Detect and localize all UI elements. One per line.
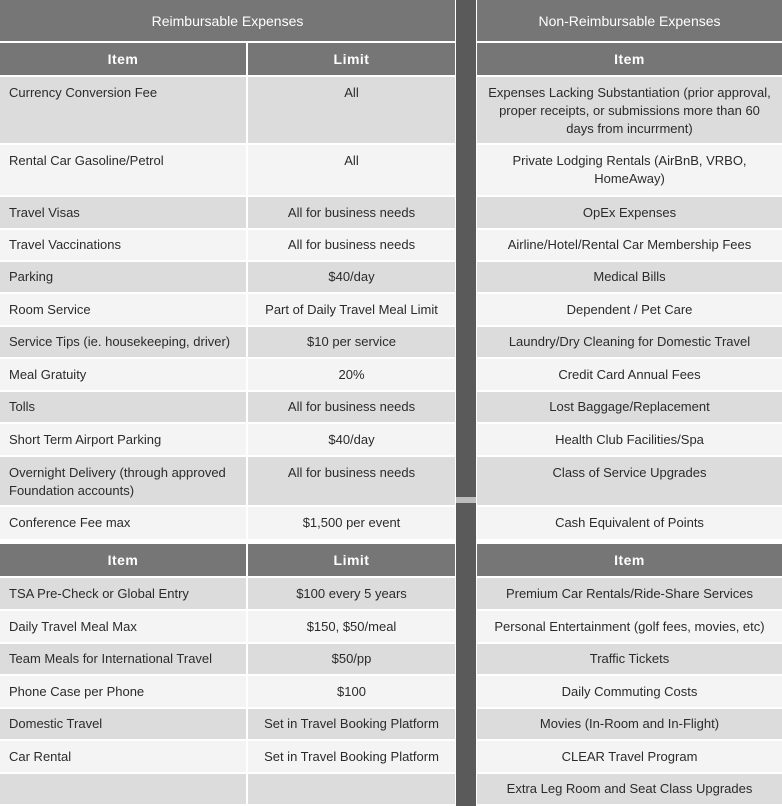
non-reimbursable-cell: Cash Equivalent of Points bbox=[477, 507, 782, 539]
non-reimbursable-cell: Movies (In-Room and In-Flight) bbox=[477, 709, 782, 739]
non-reimbursable-cell: Premium Car Rentals/Ride-Share Services bbox=[477, 578, 782, 609]
non-reimbursable-cell: Dependent / Pet Care bbox=[477, 294, 782, 325]
item-cell: Car Rental bbox=[0, 741, 246, 772]
non-reimbursable-cell: Lost Baggage/Replacement bbox=[477, 392, 782, 422]
column-separator bbox=[456, 0, 476, 806]
limit-cell: Part of Daily Travel Meal Limit bbox=[248, 294, 455, 325]
limit-cell: $40/day bbox=[248, 262, 455, 292]
item-cell bbox=[0, 774, 246, 804]
limit-cell: All for business needs bbox=[248, 392, 455, 422]
non-reimbursable-cell: Airline/Hotel/Rental Car Membership Fees bbox=[477, 230, 782, 260]
limit-cell: $150, $50/meal bbox=[248, 611, 455, 642]
non-item-column-header: Item bbox=[477, 43, 782, 75]
non-reimbursable-cell: Health Club Facilities/Spa bbox=[477, 424, 782, 455]
item-cell: Travel Vaccinations bbox=[0, 230, 246, 260]
non-reimbursable-cell: Private Lodging Rentals (AirBnB, VRBO, HomeAway) bbox=[477, 145, 782, 195]
non-reimbursable-cell: Medical Bills bbox=[477, 262, 782, 292]
item-cell: Tolls bbox=[0, 392, 246, 422]
item-cell: Daily Travel Meal Max bbox=[0, 611, 246, 642]
item-cell: Overnight Delivery (through approved Foundation accounts) bbox=[0, 457, 246, 505]
limit-cell: Set in Travel Booking Platform bbox=[248, 709, 455, 739]
item-cell: Short Term Airport Parking bbox=[0, 424, 246, 455]
non-item-column-header-2: Item bbox=[477, 544, 782, 576]
limit-cell bbox=[248, 774, 455, 804]
item-cell: Phone Case per Phone bbox=[0, 676, 246, 707]
column-separator-accent bbox=[456, 497, 476, 503]
non-reimbursable-cell: Extra Leg Room and Seat Class Upgrades bbox=[477, 774, 782, 804]
limit-column-header: Limit bbox=[248, 43, 455, 75]
non-reimbursable-title: Non-Reimbursable Expenses bbox=[477, 0, 782, 41]
non-reimbursable-cell: Laundry/Dry Cleaning for Domestic Travel bbox=[477, 327, 782, 357]
limit-cell: All for business needs bbox=[248, 457, 455, 505]
item-cell: Service Tips (ie. housekeeping, driver) bbox=[0, 327, 246, 357]
non-reimbursable-cell: Traffic Tickets bbox=[477, 644, 782, 674]
limit-cell: All bbox=[248, 145, 455, 195]
non-reimbursable-cell: Personal Entertainment (golf fees, movies, etc) bbox=[477, 611, 782, 642]
item-cell: Team Meals for International Travel bbox=[0, 644, 246, 674]
item-cell: Currency Conversion Fee bbox=[0, 77, 246, 143]
limit-cell: All for business needs bbox=[248, 230, 455, 260]
non-reimbursable-cell: Expenses Lacking Substantiation (prior approval, proper receipts, or submissions more than 60 days from incurrment) bbox=[477, 77, 782, 143]
item-cell: Domestic Travel bbox=[0, 709, 246, 739]
limit-cell: 20% bbox=[248, 359, 455, 390]
non-reimbursable-cell: OpEx Expenses bbox=[477, 197, 782, 228]
item-column-header: Item bbox=[0, 43, 246, 75]
non-reimbursable-cell: Daily Commuting Costs bbox=[477, 676, 782, 707]
item-cell: Meal Gratuity bbox=[0, 359, 246, 390]
item-cell: TSA Pre-Check or Global Entry bbox=[0, 578, 246, 609]
limit-cell: $100 bbox=[248, 676, 455, 707]
reimbursable-title: Reimbursable Expenses bbox=[0, 0, 455, 41]
limit-cell: All bbox=[248, 77, 455, 143]
non-reimbursable-cell: Credit Card Annual Fees bbox=[477, 359, 782, 390]
item-cell: Room Service bbox=[0, 294, 246, 325]
item-cell: Rental Car Gasoline/Petrol bbox=[0, 145, 246, 195]
limit-cell: $10 per service bbox=[248, 327, 455, 357]
limit-cell: Set in Travel Booking Platform bbox=[248, 741, 455, 772]
item-cell: Travel Visas bbox=[0, 197, 246, 228]
limit-cell: All for business needs bbox=[248, 197, 455, 228]
limit-cell: $100 every 5 years bbox=[248, 578, 455, 609]
limit-column-header-2: Limit bbox=[248, 544, 455, 576]
item-cell: Parking bbox=[0, 262, 246, 292]
item-column-header-2: Item bbox=[0, 544, 246, 576]
non-reimbursable-cell: Class of Service Upgrades bbox=[477, 457, 782, 505]
limit-cell: $40/day bbox=[248, 424, 455, 455]
non-reimbursable-cell: CLEAR Travel Program bbox=[477, 741, 782, 772]
item-cell: Conference Fee max bbox=[0, 507, 246, 539]
limit-cell: $1,500 per event bbox=[248, 507, 455, 539]
limit-cell: $50/pp bbox=[248, 644, 455, 674]
